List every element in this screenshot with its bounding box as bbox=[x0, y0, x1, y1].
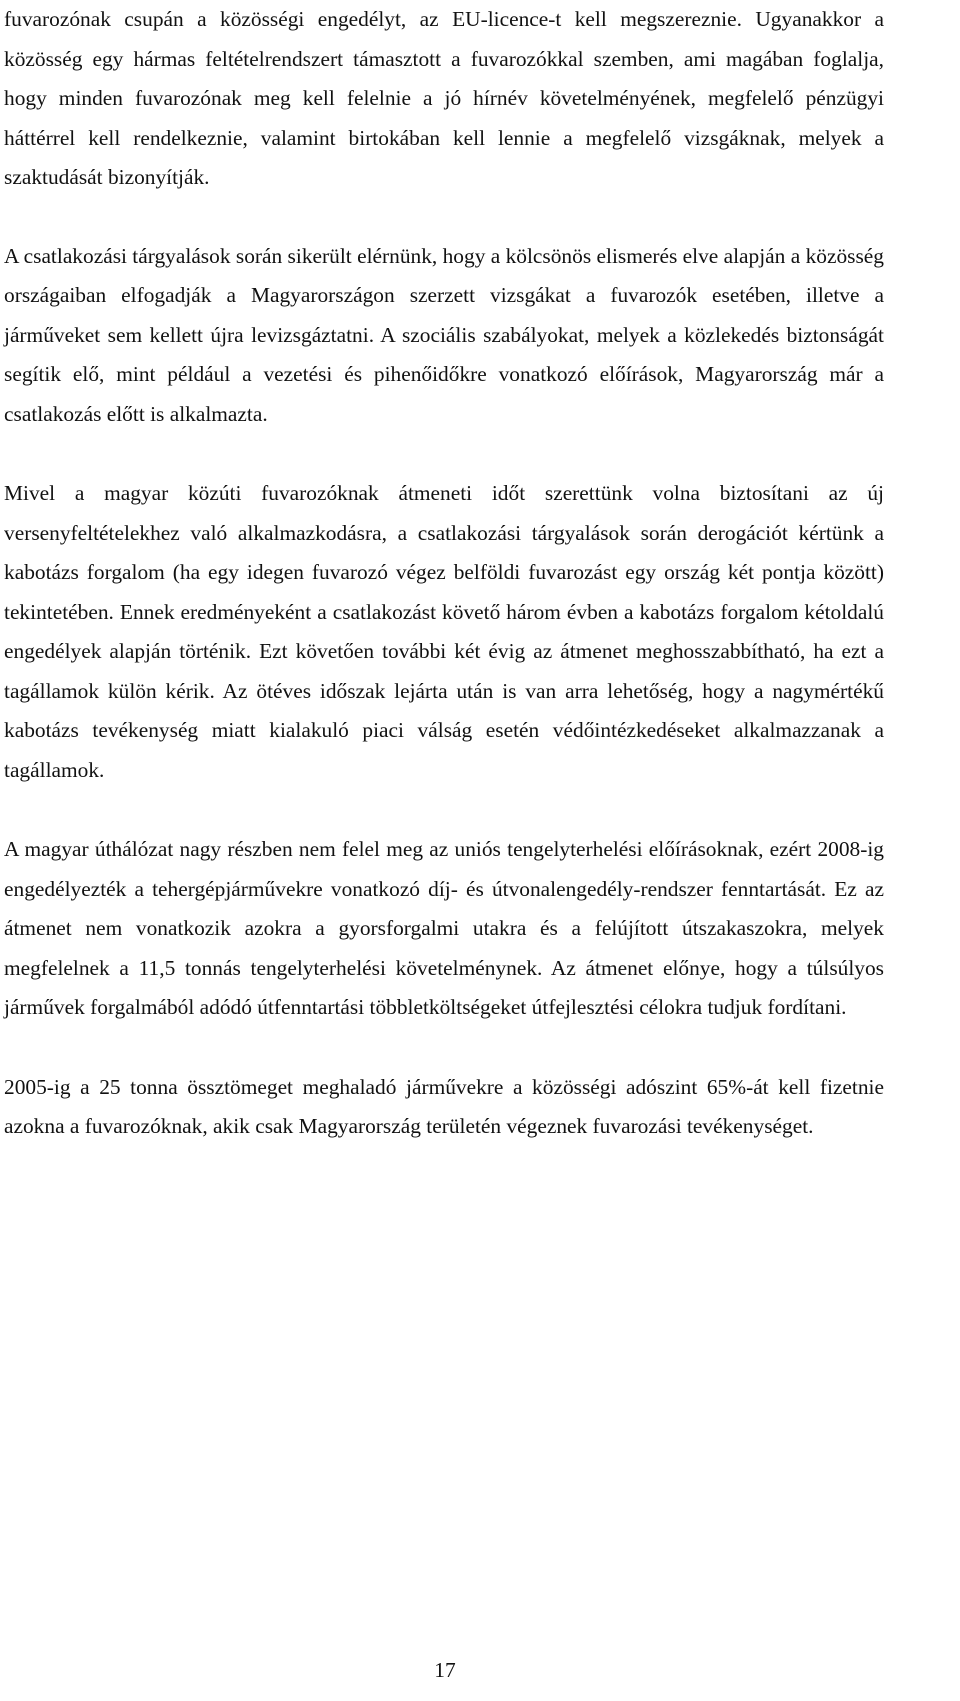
page-number: 17 bbox=[434, 1658, 456, 1682]
paragraph-cabotage-derogation: Mivel a magyar közúti fuvarozóknak átmeneti időt szerettünk volna biztosítani az új versenyfeltételekhez való alkalmazkodásra, a csatlakozási tárgyalások során derogációt kértünk a kabotázs forgalom (ha egy idegen fuvarozó végez belföldi fuvarozást egy ország két pontja között) tekintetében. Ennek eredményeként a csatlakozást követő három évben a kabotázs forgalom kétoldalú engedélyek alapján történik. Ezt követően további két évig az átmenet meghosszabbítható, ha ezt a tagállamok külön kérik. Az ötéves időszak lejárta után is van arra lehetőség, hogy a nagymértékű kabotázs tevékenység miatt kialakuló piaci válság esetén védőintézkedéseket alkalmazzanak a tagállamok. bbox=[4, 481, 884, 782]
paragraph-licensing-requirements: fuvarozónak csupán a közösségi engedélyt, az EU-licence-t kell megszereznie. Ugyanakkor a közösség egy hármas feltételrendszert támasztott a fuvarozókkal szemben, ami magában foglalja, hogy minden fuvarozónak meg kell felelnie a jó hírnév követelményének, megfelelő pénzügyi háttérrel kell rendelkeznie, valamint birtokában kell lennie a megfelelő vizsgáknak, melyek a szaktudását bizonyítják. bbox=[4, 7, 884, 189]
paragraph-accession-negotiations: A csatlakozási tárgyalások során sikerült elérnünk, hogy a kölcsönös elismerés elve alapján a közösség országaiban elfogadják a Magyarországon szerzett vizsgákat a fuvarozók esetében, illetve a járműveket sem kellett újra levizsgáztatni. A szociális szabályokat, melyek a közlekedés biztonságát segítik elő, mint például a vezetési és pihenőidőkre vonatkozó előírások, Magyarország már a csatlakozás előtt is alkalmazta. bbox=[4, 243, 884, 426]
document-body bbox=[4, 0, 884, 1147]
paragraph-axle-load-transition: A magyar úthálózat nagy részben nem felel meg az uniós tengelyterhelési előírásoknak, ezért 2008-ig engedélyezték a tehergépjárművekre vonatkozó díj- és útvonalengedély-rendszer fenntartását. Ez az átmenet nem vonatkozik azokra a gyorsforgalmi utakra és a felújított útszakaszokra, melyek megfelelnek a 11,5 tonnás tengelyterhelési követelménynek. Az átmenet előnye, hogy a túlsúlyos járművek forgalmából adódó útfenntartási többletköltségeket útfejlesztési célokra tudjuk fordítani. bbox=[4, 837, 884, 1019]
paragraph-tax-level: 2005-ig a 25 tonna össztömeget meghaladó járművekre a közösségi adószint 65%-át kell fizetnie azokna a fuvarozóknak, akik csak Magyarország területén végeznek fuvarozási tevékenységet. bbox=[4, 1074, 884, 1138]
